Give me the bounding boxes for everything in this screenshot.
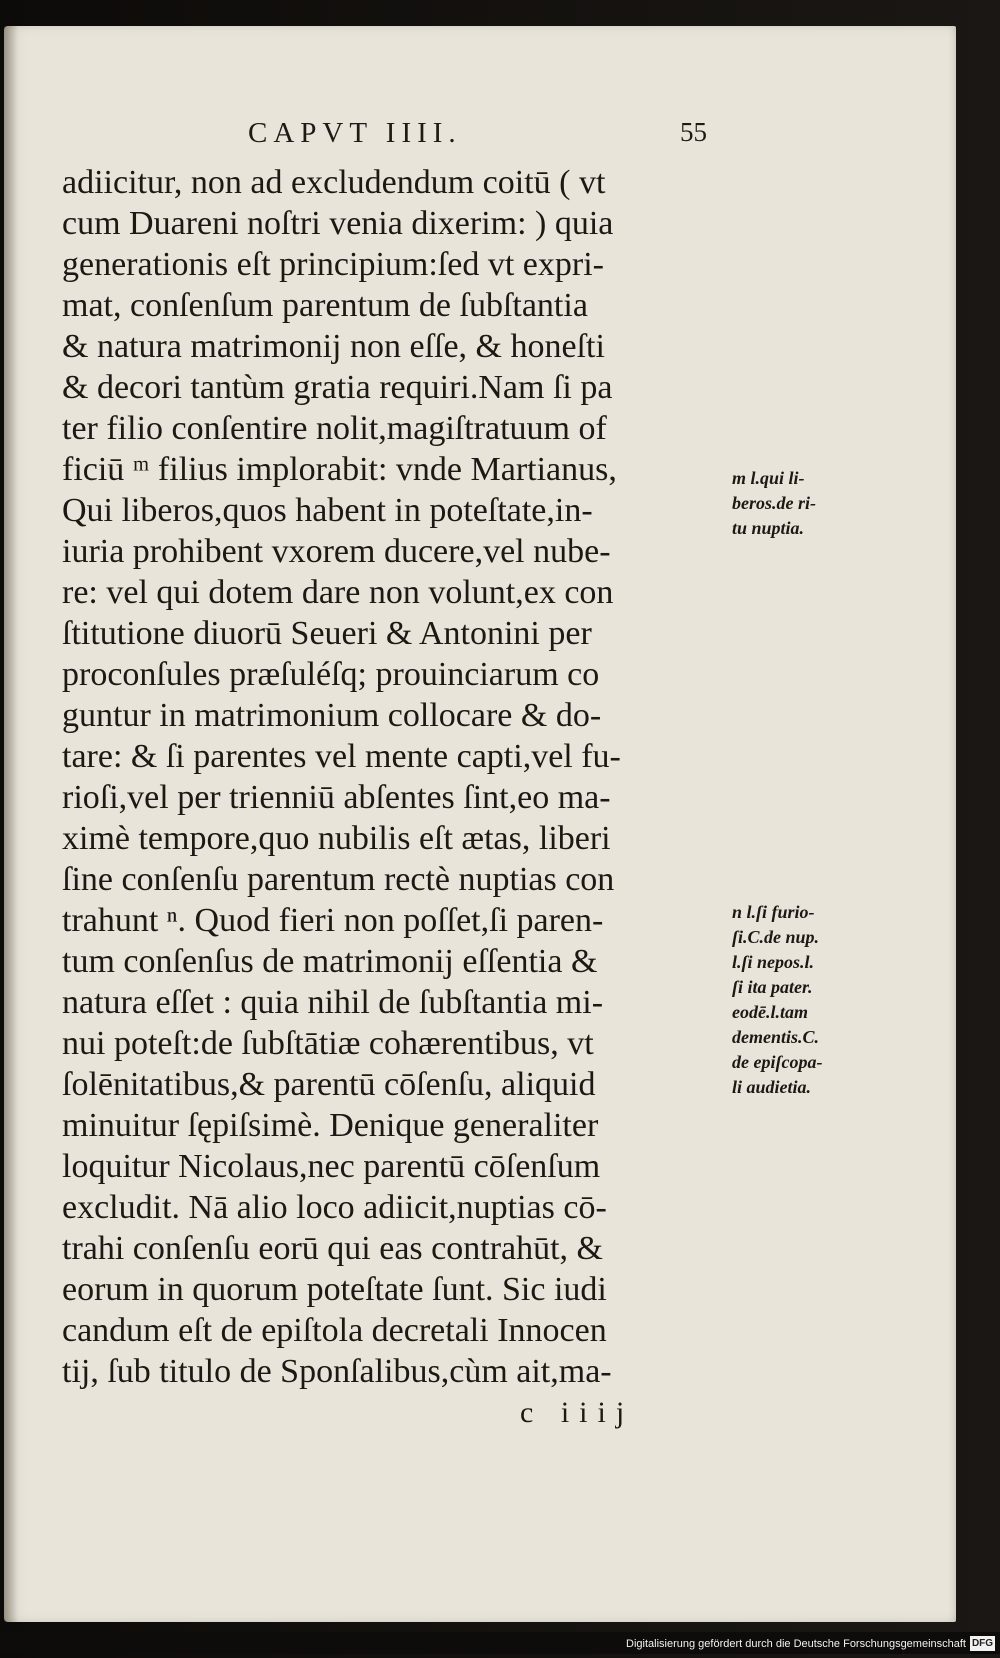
text-line: ſolēnitatibus,& parentū cōſenſu, aliquid (62, 1066, 596, 1103)
text-line: tij, ſub titulo de Sponſalibus,cùm ait,ma- (62, 1353, 612, 1390)
dfg-logo: DFG (971, 1638, 994, 1649)
text-line: ſine conſenſu parentum rectè nuptias con (62, 861, 615, 898)
text-line: & decori tantùm gratia requiri.Nam ſi pa (62, 369, 613, 406)
body-text (62, 162, 732, 1392)
text-line: generationis eſt principium:ſed vt expri- (62, 246, 604, 283)
margin-note-n (732, 900, 822, 1100)
text-line: & natura matrimonij non eſſe, & honeſti (62, 328, 605, 365)
text-line: excludit. Nā alio loco adiicit,nuptias cō- (62, 1189, 607, 1226)
text-line: trahunt ⁿ. Quod fieri non poſſet,ſi paren- (62, 902, 604, 939)
text-line: adiicitur, non ad excludendum coitū ( vt (62, 164, 606, 201)
text-line: natura eſſet : quia nihil de ſubſtantia mi- (62, 984, 604, 1021)
digitization-credit: Digitalisierung gefördert durch die Deutsche Forschungsgemeinschaft (626, 1638, 966, 1650)
margin-note-line: ſi.C.de nup. (732, 927, 820, 947)
margin-note-line: beros.de ri- (732, 493, 816, 513)
signature-mark: c iiij (520, 1396, 635, 1429)
text-line: ximè tempore,quo nubilis eſt ætas, liberi (62, 820, 611, 857)
margin-note-line: eodē.l.tam (732, 1002, 808, 1022)
margin-note-m (732, 466, 816, 541)
margin-note-line: ſi ita pater. (732, 977, 813, 997)
text-line: proconſules præſuléſq; prouinciarum co (62, 656, 600, 693)
text-line: iuria prohibent vxorem ducere,vel nube- (62, 533, 611, 570)
text-line: re: vel qui dotem dare non volunt,ex con (62, 574, 614, 611)
text-line: minuitur ſępiſsimè. Denique generaliter (62, 1107, 599, 1144)
page-gutter-shadow (4, 26, 18, 1622)
page-number: 55 (680, 117, 707, 147)
text-line: tare: & ſi parentes vel mente capti,vel fu- (62, 738, 621, 775)
running-head: CAPVT IIII. (248, 117, 462, 149)
text-line: mat, conſenſum parentum de ſubſtantia (62, 287, 588, 324)
text-line: guntur in matrimonium collocare & do- (62, 697, 602, 734)
margin-note-line: li audietia. (732, 1077, 812, 1097)
text-line: ficiū ᵐ filius implorabit: vnde Martianus, (62, 451, 617, 488)
margin-note-line: l.ſi nepos.l. (732, 952, 815, 972)
margin-note-line: n l.ſi furio- (732, 902, 815, 922)
text-line: loquitur Nicolaus,nec parentū cōſenſum (62, 1148, 601, 1185)
text-line: ſtitutione diuorū Seueri & Antonini per (62, 615, 592, 652)
page-header (0, 117, 1000, 157)
margin-note-line: de epiſcopa- (732, 1052, 823, 1072)
text-line: cum Duareni noſtri venia dixerim: ) quia (62, 205, 614, 242)
text-line: rioſi,vel per trienniū abſentes ſint,eo ma- (62, 779, 611, 816)
margin-note-line: tu nuptia. (732, 518, 805, 538)
margin-note-line: m l.qui li- (732, 468, 805, 488)
text-line: trahi conſenſu eorū qui eas contrahūt, & (62, 1230, 603, 1267)
text-line: ter filio conſentire nolit,magiſtratuum of (62, 410, 607, 447)
text-line: tum conſenſus de matrimonij eſſentia & (62, 943, 598, 980)
text-line: candum eſt de epiſtola decretali Innocen (62, 1312, 607, 1349)
margin-note-line: dementis.C. (732, 1027, 820, 1047)
text-line: eorum in quorum poteſtate ſunt. Sic iudi (62, 1271, 607, 1308)
text-line: Qui liberos,quos habent in poteſtate,in- (62, 492, 593, 529)
text-line: nui poteſt:de ſubſtātiæ cohærentibus, vt (62, 1025, 594, 1062)
